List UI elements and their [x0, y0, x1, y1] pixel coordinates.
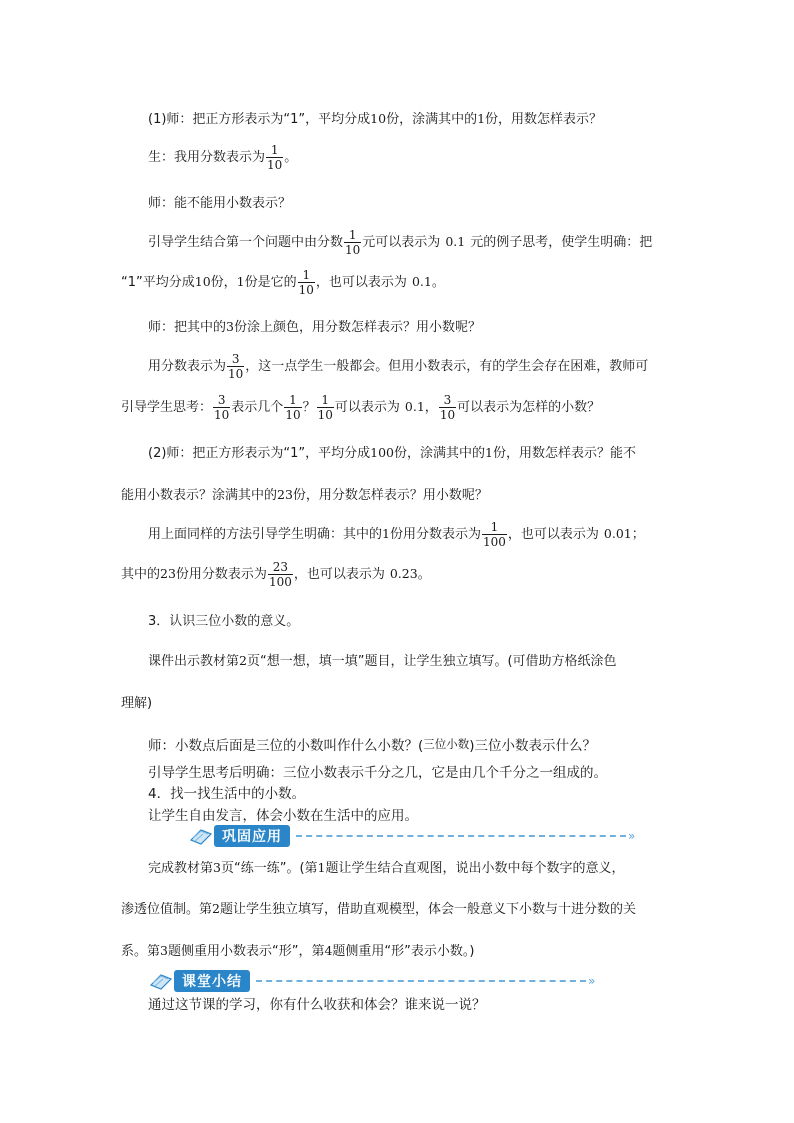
book-icon: [188, 826, 214, 846]
section-header-summary: [148, 970, 595, 992]
section-label: 巩固应用: [214, 825, 290, 847]
paragraph-4: 引导学生结合第一个问题中由分数 $\frac{1}{10}$ 元可以表示为 0.1 元的例子思考，使学生明确：把: [148, 228, 653, 257]
dashed-rule: [296, 835, 626, 837]
paragraph-5: “1”平均分成10份，1份是它的 $\frac{1}{10}$ ，也可以表示为 0.1。: [121, 268, 445, 297]
double-chevron-icon: »: [588, 974, 596, 988]
book-icon: [148, 971, 174, 991]
paragraph-18: 4．找一找生活中的小数。: [148, 786, 306, 802]
paragraph-8: 引导学生思考： $\frac{3}{10}$ 表示几个 $\frac{1}{10}$ ？ $\frac{1}{10}$ 可以表示为 0.1， $\frac{3}{10}$ 可以表示为怎样的小数？: [121, 393, 601, 422]
paragraph-3: 师：能不能用小数表示？: [148, 196, 292, 211]
paragraph-17: 引导学生思考后明确：三位小数表示千分之几，它是由几个千分之一组成的。: [148, 765, 607, 781]
paragraph-20: 完成教材第3页“练一练”。(第1题让学生结合直观图，说出小数中每个数字的意义，: [148, 860, 625, 876]
fraction: $\frac{23}{100}$: [268, 560, 292, 589]
paragraph-10: 能用小数表示？涂满其中的23份，用分数怎样表示？用小数呢？: [121, 487, 488, 503]
paragraph-12: 其中的23份用分数表示为 $\frac{23}{100}$ ，也可以表示为 0.23。: [121, 560, 431, 589]
paragraph-15: 理解): [121, 696, 153, 711]
answer-hint: 三位小数: [423, 737, 470, 751]
fraction: $\frac{1}{10}$: [317, 393, 333, 422]
paragraph-2: 生：我用分数表示为 $\frac{1}{10}$ 。: [148, 143, 298, 172]
paragraph-11: 用上面同样的方法引导学生明确：其中的1份用分数表示为 $\frac{1}{100}$ ，也可以表示为 0.01；: [148, 520, 645, 549]
fraction: $\frac{1}{10}$: [345, 228, 361, 257]
paragraph-9: (2)师：把正方形表示为“1”，平均分成100份，涂满其中的1份，用数怎样表示？能不: [148, 445, 636, 461]
fraction: $\frac{3}{10}$: [228, 352, 244, 381]
fraction: $\frac{3}{10}$: [439, 393, 456, 422]
double-chevron-icon: »: [628, 829, 636, 843]
fraction: $\frac{3}{10}$: [214, 393, 230, 422]
paragraph-13: 3．认识三位小数的意义。: [148, 614, 300, 629]
dashed-rule: [256, 980, 586, 982]
paragraph-16: 师：小数点后面是三位的小数叫作什么小数？(三位小数)三位小数表示什么？: [148, 737, 597, 754]
paragraph-22: 系。第3题侧重用小数表示“形”，第4题侧重用“形”表示小数。): [121, 943, 475, 959]
paragraph-7: 用分数表示为 $\frac{3}{10}$ ，这一点学生一般都会。但用小数表示，有的学生会存在困难，教师可: [148, 352, 649, 381]
section-header-consolidate: [188, 825, 635, 847]
paragraph-19: 让学生自由发言，体会小数在生活中的应用。: [148, 808, 418, 824]
paragraph-1: (1)师：把正方形表示为“1”，平均分成10份，涂满其中的1份，用数怎样表示？: [148, 111, 603, 127]
section-label: 课堂小结: [174, 970, 250, 992]
paragraph-21: 渗透位值制。第2题让学生独立填写，借助直观模型，体会一般意义下小数与十进分数的关: [121, 901, 636, 917]
fraction: $\frac{1}{10}$: [267, 143, 283, 172]
paragraph-6: 师：把其中的3份涂上颜色，用分数怎样表示？用小数呢？: [148, 319, 481, 335]
paragraph-23: 通过这节课的学习，你有什么收获和体会？谁来说一说？: [148, 997, 486, 1013]
fraction: $\frac{1}{10}$: [298, 268, 314, 297]
fraction: $\frac{1}{10}$: [285, 393, 301, 422]
fraction: $\frac{1}{100}$: [482, 520, 506, 549]
paragraph-14: 课件出示教材第2页“想一想，填一填”题目，让学生独立填写。(可借助方格纸涂色: [148, 653, 617, 669]
